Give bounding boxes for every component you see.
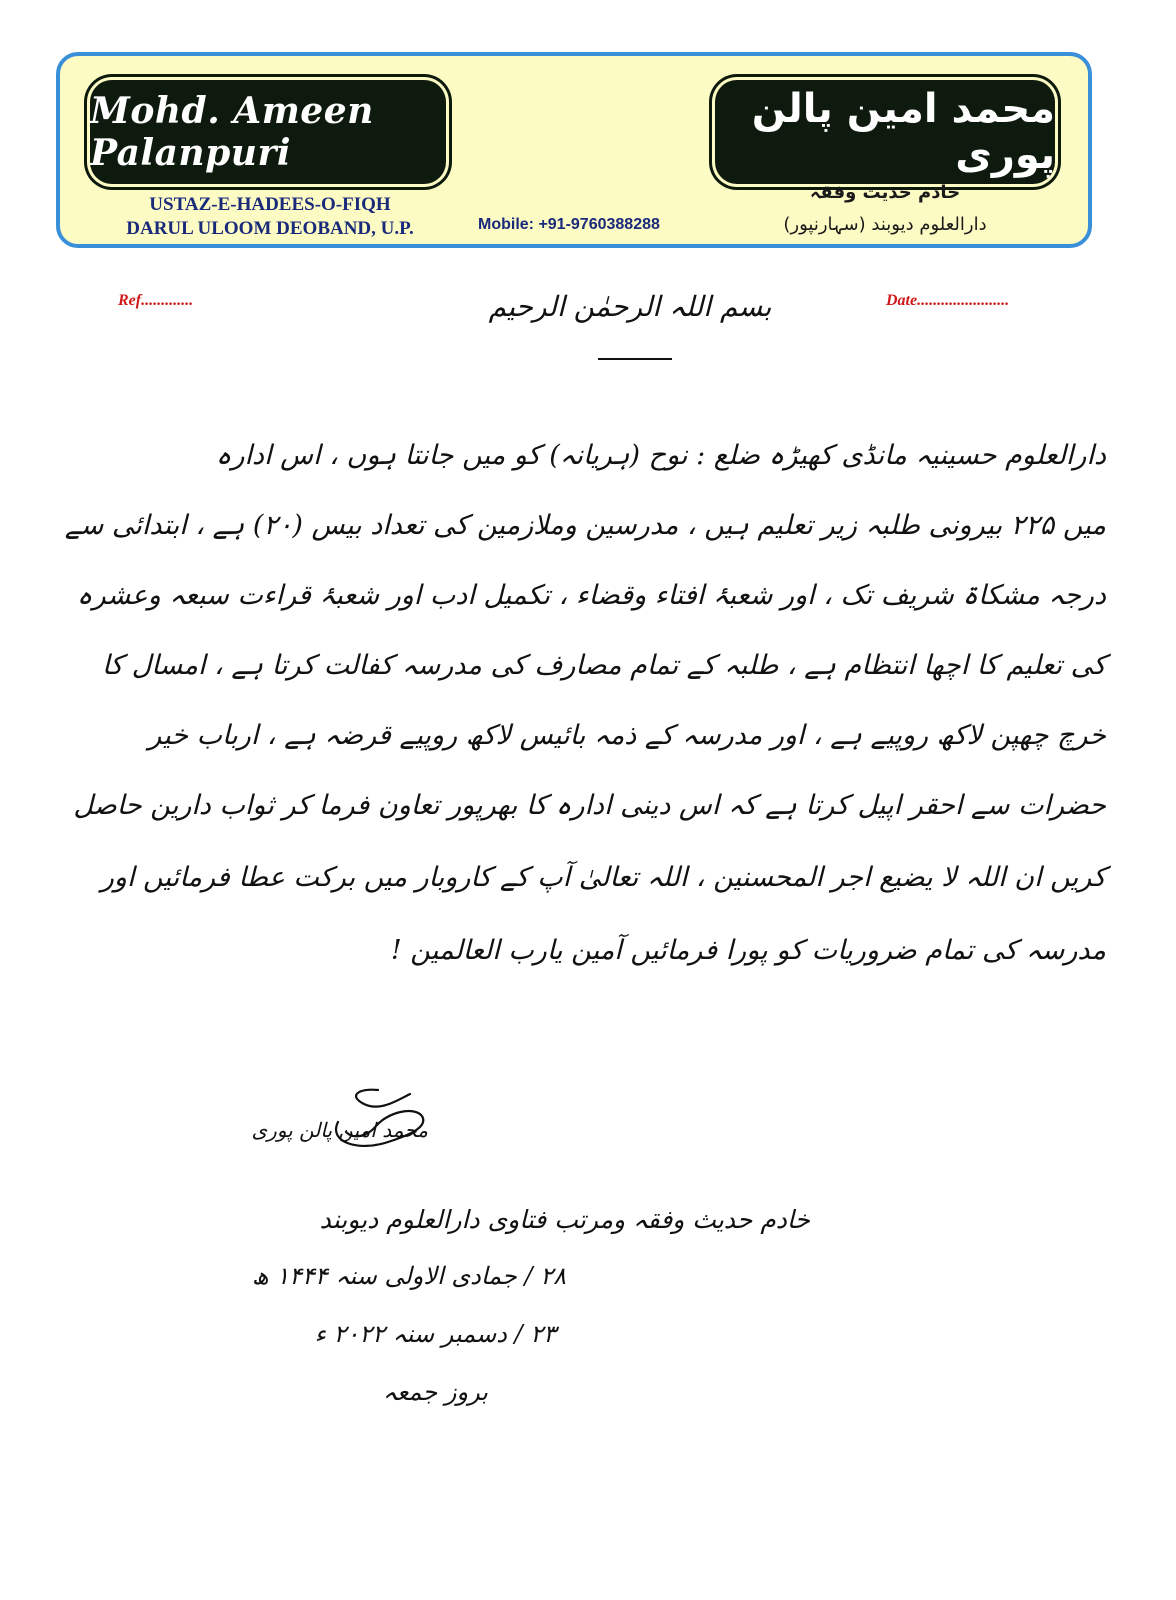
body-line-6: حضرات سے احقر اپیل کرتا ہے کہ اس دینی ادارہ کا بھرپور تعاون فرما کر ثواب دارین حاصل — [73, 790, 1106, 821]
bismillah-underline — [598, 358, 672, 360]
english-title-line-1: USTAZ-E-HADEES-O-FIQH — [149, 194, 391, 215]
english-name: Mohd. Ameen Palanpuri — [90, 90, 374, 174]
urdu-name-banner — [715, 80, 1055, 184]
body-line-5: خرچ چھپن لاکھ روپیے ہے ، اور مدرسہ کے ذمہ بائیس لاکھ روپیے قرضہ ہے ، ارباب خیر — [148, 720, 1106, 751]
letterhead — [56, 52, 1092, 248]
body-line-3: درجہ مشکاۃ شریف تک ، اور شعبۂ افتاء وقضاء ، تکمیل ادب اور شعبۂ قراءت سبعہ وعشرہ — [76, 580, 1106, 611]
body-line-1: دارالعلوم حسینیہ مانڈی کھیڑہ ضلع : نوح (ہریانہ) کو میں جانتا ہوں ، اس ادارہ — [215, 440, 1106, 471]
hijri-date: ۲۸ / جمادی الاولی سنہ ۱۴۴۴ ھ — [251, 1262, 566, 1290]
urdu-title-line-1: خادم حدیث وفقہ — [809, 182, 961, 203]
urdu-name: محمد امین پالن پوری — [751, 86, 1055, 178]
signature-designation: خادم حدیث وفقہ ومرتب فتاوی دارالعلوم دیوبند — [319, 1205, 810, 1234]
signature-name: محمد امین پالن پوری — [251, 1118, 428, 1142]
ref-label: Ref............. — [118, 292, 194, 309]
body-line-2: میں ۲۲۵ بیرونی طلبہ زیر تعلیم ہیں ، مدرسین وملازمین کی تعداد بیس (۲۰) ہے ، ابتدائی سے — [64, 510, 1106, 541]
english-title-line-2: DARUL ULOOM DEOBAND, U.P. — [126, 218, 414, 239]
date-label: Date....................... — [886, 292, 1010, 309]
english-name-banner — [90, 80, 446, 184]
day-of-week: بروز جمعہ — [382, 1378, 488, 1406]
body-line-7: کریں ان اللہ لا یضیع اجر المحسنین ، اللہ تعالیٰ آپ کے کاروبار میں برکت عطا فرمائیں اور — [100, 862, 1106, 893]
body-line-4: کی تعلیم کا اچھا انتظام ہے ، طلبہ کے تمام مصارف کی مدرسہ کفالت کرتا ہے ، امسال کا — [101, 650, 1106, 681]
mobile-number: Mobile: +91-9760388288 — [478, 216, 660, 233]
urdu-title-line-2: دارالعلوم دیوبند (سہارنپور) — [783, 214, 987, 235]
bismillah: بسم اللہ الرحمٰن الرحیم — [488, 290, 772, 323]
gregorian-date: ۲۳ / دسمبر سنہ ۲۰۲۲ ء — [314, 1320, 556, 1348]
body-line-8: مدرسہ کی تمام ضروریات کو پورا فرمائیں آمین یارب العالمین ! — [390, 935, 1106, 966]
